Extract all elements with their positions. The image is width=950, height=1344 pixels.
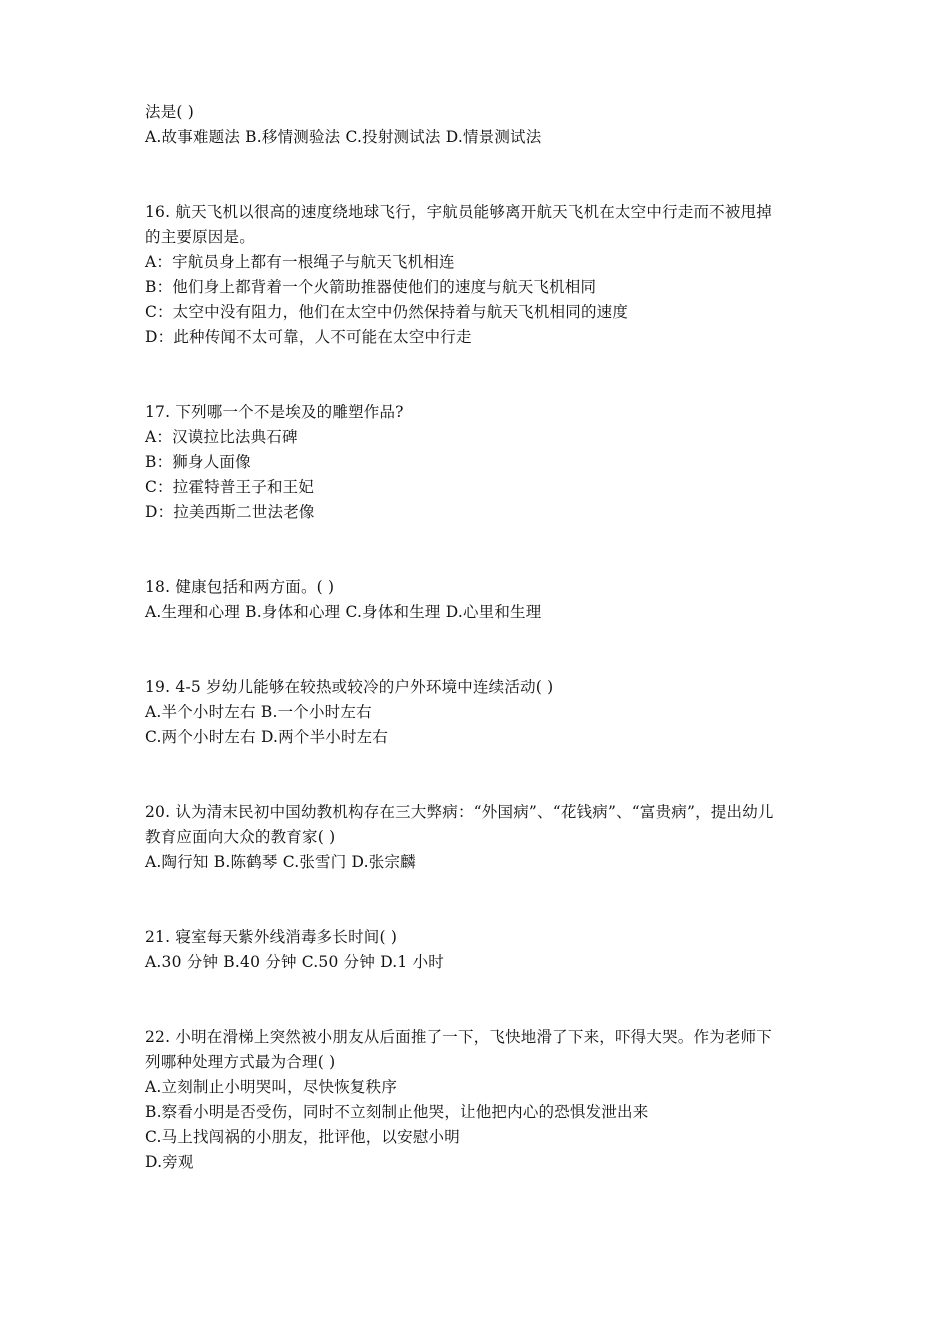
question-text: 18. 健康包括和两方面。( ) [145,578,335,596]
question-16 [145,200,825,350]
question-21 [145,925,825,975]
option-b: B：他们身上都背着一个火箭助推器使他们的速度与航天飞机相同 [145,278,597,296]
question-options: A.陶行知 B.陈鹤琴 C.张雪门 D.张宗麟 [145,853,416,871]
question-text: 22. 小明在滑梯上突然被小朋友从后面推了一下，飞快地滑了下来，吓得大哭。作为老师下 [145,1028,772,1046]
question-20 [145,800,825,875]
question-22 [145,1025,825,1175]
question-text: 16. 航天飞机以很高的速度绕地球飞行，宇航员能够离开航天飞机在太空中行走而不被甩掉 [145,203,772,221]
spacer [145,350,825,400]
question-options: C.两个小时左右 D.两个半小时左右 [145,728,389,746]
question-text: 21. 寝室每天紫外线消毒多长时间( ) [145,928,398,946]
document-page [145,100,825,1175]
question-15-continued [145,100,825,150]
option-c: C：太空中没有阻力，他们在太空中仍然保持着与航天飞机相同的速度 [145,303,629,321]
question-text: 17. 下列哪一个不是埃及的雕塑作品? [145,403,404,421]
option-a: A.立刻制止小明哭叫，尽快恢复秩序 [145,1078,398,1096]
option-a: A：汉谟拉比法典石碑 [145,428,298,446]
option-b: B.察看小明是否受伤，同时不立刻制止他哭，让他把内心的恐惧发泄出来 [145,1103,649,1121]
option-c: C.马上找闯祸的小朋友，批评他，以安慰小明 [145,1128,460,1146]
spacer [145,150,825,200]
question-text: 法是( ) [145,103,195,121]
question-options: A.30 分钟 B.40 分钟 C.50 分钟 D.1 小时 [145,953,444,971]
spacer [145,750,825,800]
option-b: B：狮身人面像 [145,453,251,471]
question-18 [145,575,825,625]
option-a: A：宇航员身上都有一根绳子与航天飞机相连 [145,253,455,271]
question-text: 的主要原因是。 [145,228,255,246]
spacer [145,525,825,575]
question-17 [145,400,825,525]
option-d: D：此种传闻不太可靠，人不可能在太空中行走 [145,328,472,346]
option-d: D.旁观 [145,1153,194,1171]
question-text: 19. 4-5 岁幼儿能够在较热或较冷的户外环境中连续活动( ) [145,678,554,696]
question-19 [145,675,825,750]
question-options: A.半个小时左右 B.一个小时左右 [145,703,372,721]
question-text: 教育应面向大众的教育家( ) [145,828,336,846]
question-options: A.故事难题法 B.移情测验法 C.投射测试法 D.情景测试法 [145,128,542,146]
question-options: A.生理和心理 B.身体和心理 C.身体和生理 D.心里和生理 [145,603,542,621]
option-c: C：拉霍特普王子和王妃 [145,478,315,496]
spacer [145,875,825,925]
question-text: 列哪种处理方式最为合理( ) [145,1053,336,1071]
spacer [145,625,825,675]
question-text: 20. 认为清末民初中国幼教机构存在三大弊病：“外国病”、“花钱病”、“富贵病”，提出幼儿 [145,803,774,821]
option-d: D：拉美西斯二世法老像 [145,503,315,521]
spacer [145,975,825,1025]
